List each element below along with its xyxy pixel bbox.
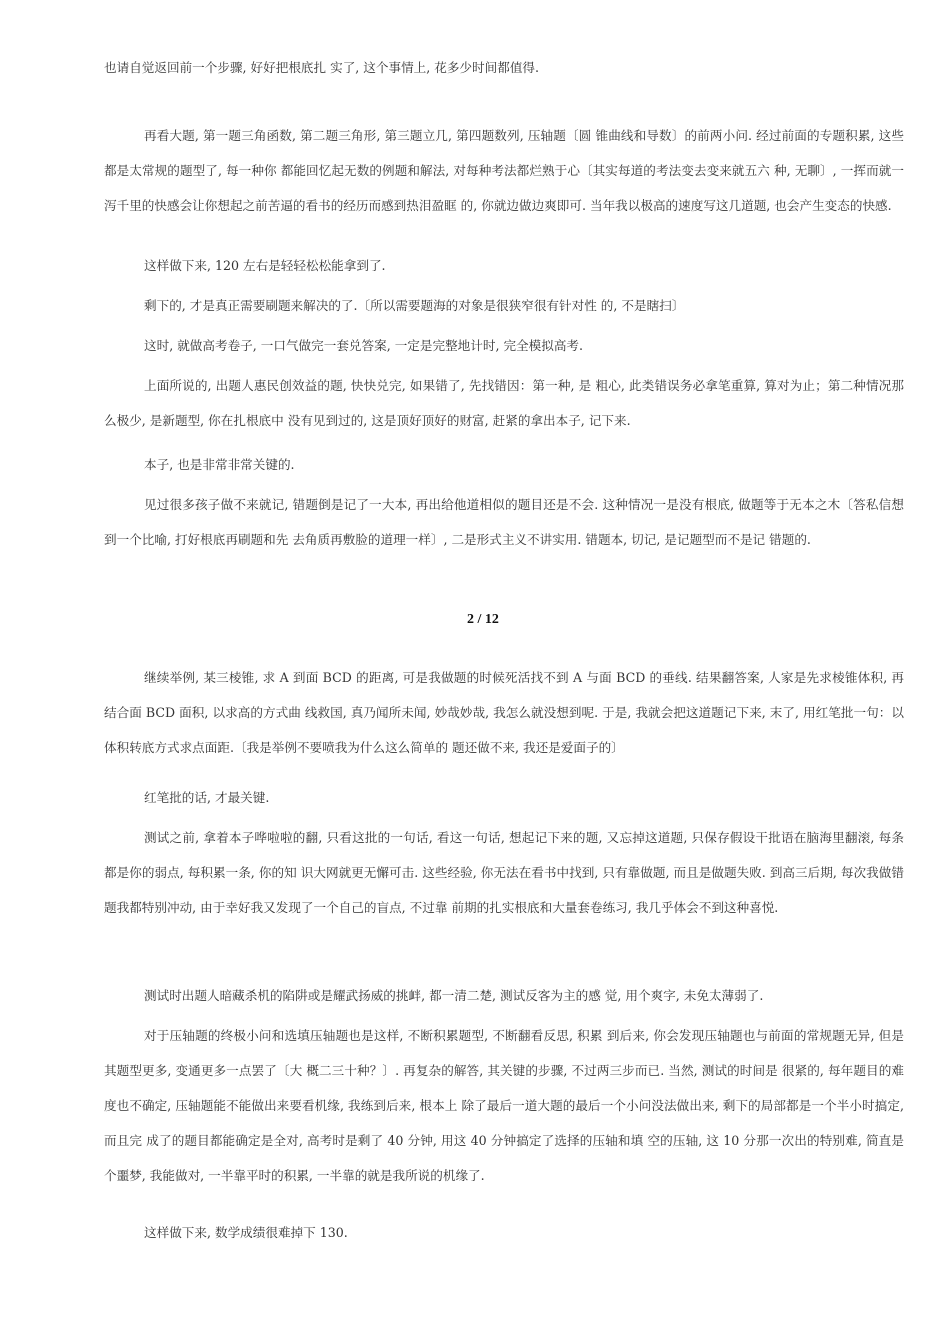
paragraph-10: 红笔批的话, 才最关键. <box>144 790 270 805</box>
paragraph-2: 再看大题, 第一题三角函数, 第二题三角形, 第三题立几, 第四题数列, 压轴题〔圆 锥曲线和导数〕的前两小问. 经过前面的专题积累, 这些都是太常规的题型了, 每一种你 都能回忆起无数的例题和解法, 对每种考法都烂熟于心〔其实每道的考法变去变来就五六 种, 无聊〕, 一挥而就一泻千里的快感会让你想起之前苦逼的看书的经历而感到热泪盈眶 的, 你就边做边爽即可. 当年我以极高的速度写这几道题, 也会产生变态的快感. <box>104 128 904 213</box>
paragraph-1: 也请自觉返回前一个步骤, 好好把根底扎 实了, 这个事情上, 花多少时间都值得. <box>104 60 540 75</box>
page-number: 2 / 12 <box>467 612 499 627</box>
paragraph-5: 这时, 就做高考卷子, 一口气做完一套兑答案, 一定是完整地计时, 完全模拟高考. <box>144 338 584 353</box>
paragraph-9: 继续举例, 某三棱锥, 求 A 到面 BCD 的距离, 可是我做题的时候死活找不到 A 与面 BCD 的垂线. 结果翻答案, 人家是先求棱锥体积, 再结合面 BCD 面积, 以求高的方式曲 线救国, 真乃闻所未闻, 妙哉妙哉, 我怎么就没想到呢. 于是, 我就会把这道题记下来, 末了, 用红笔批一句：以体积转底方式求点面距.〔我是举例不要喷我为什么这么简单的 题还做不来, 我还是爱面子的〕 <box>104 670 904 755</box>
paragraph-12: 测试时出题人暗藏杀机的陷阱或是耀武扬威的挑衅, 都一清二楚, 测试反客为主的感 觉, 用个爽字, 未免太薄弱了. <box>144 988 764 1003</box>
paragraph-4: 剩下的, 才是真正需要刷题来解决的了.〔所以需要题海的对象是很狭窄很有针对性 的, 不是瞎扫〕 <box>144 298 685 313</box>
paragraph-3: 这样做下来, 120 左右是轻轻松松能拿到了. <box>144 258 386 273</box>
paragraph-7: 本子, 也是非常非常关键的. <box>144 457 295 472</box>
paragraph-11: 测试之前, 拿着本子哗啦啦的翻, 只看这批的一句话, 看这一句话, 想起记下来的题, 又忘掉这道题, 只保存假设干批语在脑海里翻滚, 每条都是你的弱点, 每积累一条, 你的知 识大网就更无懈可击. 这些经验, 你无法在看书中找到, 只有靠做题, 而且是做题失败. 到高三后期, 每次我做错题我都特别冲动, 由于幸好我又发现了一个自己的盲点, 不过靠 前期的扎实根底和大量套卷练习, 我几乎体会不到这种喜悦. <box>104 830 904 915</box>
paragraph-14: 这样做下来, 数学成绩很难掉下 130. <box>144 1225 348 1240</box>
paragraph-6: 上面所说的, 出题人惠民创效益的题, 快快兑完, 如果错了, 先找错因：第一种, 是 粗心, 此类错误务必拿笔重算, 算对为止；第二种情况那么极少, 是新题型, 你在扎根底中 没有见到过的, 这是顶好顶好的财富, 赶紧的拿出本子, 记下来. <box>104 378 904 428</box>
paragraph-8: 见过很多孩子做不来就记, 错题倒是记了一大本, 再出给他道相似的题目还是不会. 这种情况一是没有根底, 做题等于无本之木〔答私信想到一个比喻, 打好根底再刷题和先 去角质再敷脸的道理一样〕, 二是形式主义不讲实用. 错题本, 切记, 是记题型而不是记 错题的. <box>104 497 904 547</box>
paragraph-13: 对于压轴题的终极小问和选填压轴题也是这样, 不断积累题型, 不断翻看反思, 积累 到后来, 你会发现压轴题也与前面的常规题无异, 但是其题型更多, 变通更多一点罢了〔大 概二三十种？〕. 再复杂的解答, 其关键的步骤, 不过两三步而已. 当然, 测试的时间是 很紧的, 每年题目的难度也不确定, 压轴题能不能做出来要看机缘, 我练到后来, 根本上 除了最后一道大题的最后一个小问没法做出来, 剩下的局部都是一个半小时搞定, 而且完 成了的题目都能确定是全对, 高考时是剩了 40 分钟, 用这 40 分钟搞定了选择的压轴和填 空的压轴, 这 10 分那一次出的特别难, 简直是个噩梦, 我能做对, 一半靠平时的积累, 一半靠的就是我所说的机缘了. <box>104 1028 904 1183</box>
